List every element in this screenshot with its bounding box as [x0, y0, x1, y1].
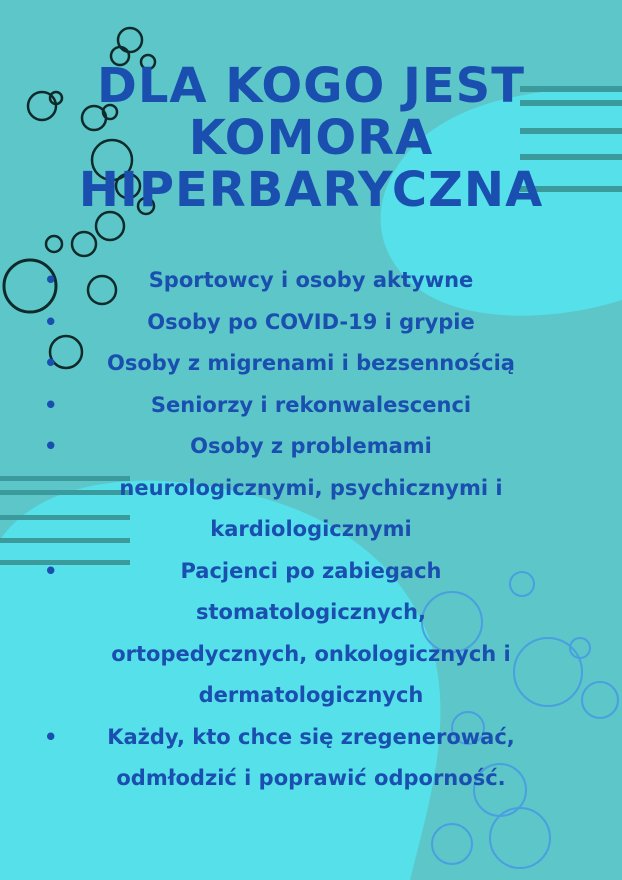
list-item-text: Osoby z problemami: [190, 434, 432, 458]
bullet: •: [44, 392, 58, 417]
list-item: [0, 302, 622, 344]
list-item: [0, 385, 622, 427]
list-item-text: stomatologicznych,: [195, 600, 427, 624]
list-item-text: Pacjenci po zabiegach: [180, 558, 442, 583]
title-line: KOMORA: [188, 110, 434, 166]
list-item-text: neurologicznymi, psychicznymi i: [119, 475, 503, 500]
bullet: •: [44, 268, 58, 292]
bullet: •: [44, 309, 58, 334]
list-item-text: odmłodzić i poprawić odporność.: [116, 766, 506, 790]
list-item: [0, 426, 622, 551]
list-item-text: Sportowcy i osoby aktywne: [148, 268, 474, 292]
list-item-text: Seniorzy i rekonwalescenci: [150, 392, 472, 417]
list-item-text: Osoby z migrenami i bezsennością: [107, 351, 515, 375]
list-item: [0, 260, 622, 302]
bullet: •: [44, 351, 58, 375]
page-title: [0, 60, 622, 216]
list-item: [0, 717, 622, 800]
bullet: •: [44, 558, 58, 583]
list-item-text: Każdy, kto chce się zregenerować,: [107, 724, 515, 749]
list-item: [0, 343, 622, 385]
list-item-text: kardiologicznymi: [210, 517, 412, 541]
title-line: HIPERBARYCZNA: [78, 162, 544, 218]
list-item: [0, 551, 622, 717]
title-line: DLA KOGO JEST: [96, 58, 525, 114]
bullet: •: [44, 434, 58, 458]
list-item-text: Osoby po COVID-19 i grypie: [147, 309, 475, 334]
beneficiaries-list: [0, 260, 622, 800]
list-item-text: ortopedycznych, onkologicznych i: [111, 641, 511, 666]
bullet: •: [44, 724, 58, 749]
list-item-text: dermatologicznych: [198, 683, 424, 707]
